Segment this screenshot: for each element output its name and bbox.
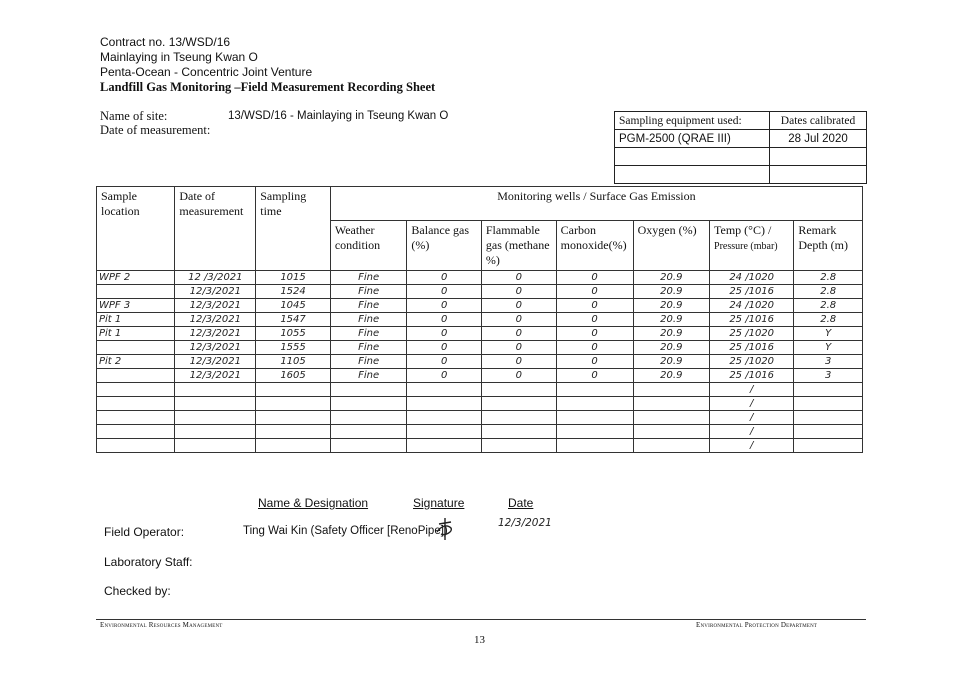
cell-location: Pit 2 <box>97 355 175 369</box>
measurement-table <box>96 186 863 453</box>
pressure-label: Pressure (mbar) <box>714 241 778 252</box>
cell-time <box>256 383 331 397</box>
site-name-value: 13/WSD/16 - Mainlaying in Tseung Kwan O <box>228 110 449 122</box>
cell-date: 12/3/2021 <box>175 285 256 299</box>
footer-rule <box>96 619 866 620</box>
col-header-time: Sampling time <box>256 187 331 271</box>
cell-remark: 2.8 <box>794 313 863 327</box>
cell-oxygen <box>633 383 709 397</box>
equipment-empty-cell <box>615 148 770 166</box>
cell-temp-pressure: / <box>710 439 794 453</box>
cell-location <box>97 341 175 355</box>
table-row <box>97 313 863 327</box>
col-header-weather: Weather condition <box>330 221 407 271</box>
cell-temp-pressure: 25 /1016 <box>710 341 794 355</box>
cell-carbon: 0 <box>556 341 633 355</box>
table-row <box>97 439 863 453</box>
cell-remark: 2.8 <box>794 299 863 313</box>
cell-temp-pressure: / <box>710 397 794 411</box>
cell-oxygen <box>633 397 709 411</box>
cell-weather <box>330 425 407 439</box>
cell-date: 12/3/2021 <box>175 369 256 383</box>
cell-carbon <box>556 411 633 425</box>
table-row <box>97 397 863 411</box>
cell-oxygen: 20.9 <box>633 327 709 341</box>
cell-carbon: 0 <box>556 369 633 383</box>
cell-weather <box>330 411 407 425</box>
col-header-remark: Remark Depth (m) <box>794 221 863 271</box>
cell-flammable <box>481 383 556 397</box>
cell-weather: Fine <box>330 369 407 383</box>
cell-time <box>256 439 331 453</box>
cell-oxygen: 20.9 <box>633 369 709 383</box>
cell-weather: Fine <box>330 355 407 369</box>
cell-weather: Fine <box>330 285 407 299</box>
cell-time: 1524 <box>256 285 331 299</box>
field-operator-label: Field Operator: <box>104 525 185 539</box>
site-name-label: Name of site: <box>100 109 168 123</box>
cell-temp-pressure: / <box>710 425 794 439</box>
equipment-empty-cell <box>770 166 867 184</box>
cell-location: Pit 1 <box>97 327 175 341</box>
sheet-title: Landfill Gas Monitoring –Field Measurement Recording Sheet <box>100 80 436 94</box>
cell-time: 1605 <box>256 369 331 383</box>
calibration-date: 28 Jul 2020 <box>770 130 867 148</box>
cell-date: 12/3/2021 <box>175 313 256 327</box>
col-header-temp-pressure <box>710 221 794 271</box>
cell-time: 1547 <box>256 313 331 327</box>
cell-weather <box>330 383 407 397</box>
cell-location <box>97 383 175 397</box>
cell-date: 12/3/2021 <box>175 355 256 369</box>
col-header-location: Sample location <box>97 187 175 271</box>
cell-temp-pressure: 24 /1020 <box>710 299 794 313</box>
table-row <box>97 341 863 355</box>
cell-location <box>97 397 175 411</box>
cell-balance: 0 <box>407 271 481 285</box>
cell-weather: Fine <box>330 271 407 285</box>
cell-weather <box>330 439 407 453</box>
table-row <box>97 327 863 341</box>
cell-carbon <box>556 397 633 411</box>
cell-balance: 0 <box>407 355 481 369</box>
equipment-name: PGM-2500 (QRAE III) <box>615 130 770 148</box>
signoff-name-header: Name & Designation <box>258 496 369 510</box>
cell-time: 1055 <box>256 327 331 341</box>
cell-location <box>97 369 175 383</box>
signature-mark <box>433 514 457 542</box>
cell-balance <box>407 383 481 397</box>
cell-flammable: 0 <box>481 313 556 327</box>
cell-flammable: 0 <box>481 327 556 341</box>
cell-date: 12/3/2021 <box>175 341 256 355</box>
col-header-flammable: Flammable gas (methane %) <box>481 221 556 271</box>
measurement-date-label: Date of measurement: <box>100 123 211 137</box>
contract-number: Contract no. 13/WSD/16 <box>100 35 231 49</box>
cell-oxygen: 20.9 <box>633 285 709 299</box>
cell-temp-pressure: 25 /1016 <box>710 285 794 299</box>
equipment-empty-cell <box>615 166 770 184</box>
cell-time: 1045 <box>256 299 331 313</box>
cell-temp-pressure: / <box>710 383 794 397</box>
cell-remark: 3 <box>794 369 863 383</box>
cell-weather: Fine <box>330 299 407 313</box>
cell-flammable: 0 <box>481 355 556 369</box>
cell-temp-pressure: 25 /1016 <box>710 313 794 327</box>
cell-date <box>175 383 256 397</box>
col-header-carbon: Carbon monoxide(%) <box>556 221 633 271</box>
cell-date: 12/3/2021 <box>175 299 256 313</box>
cell-time: 1015 <box>256 271 331 285</box>
cell-location: WPF 3 <box>97 299 175 313</box>
cell-temp-pressure: 24 /1020 <box>710 271 794 285</box>
cell-weather: Fine <box>330 341 407 355</box>
cell-balance: 0 <box>407 341 481 355</box>
cell-carbon: 0 <box>556 327 633 341</box>
cell-remark <box>794 439 863 453</box>
cell-carbon <box>556 383 633 397</box>
cell-remark: 2.8 <box>794 271 863 285</box>
cell-date <box>175 411 256 425</box>
page-number: 13 <box>474 634 485 646</box>
cell-remark: Y <box>794 327 863 341</box>
table-row <box>97 383 863 397</box>
table-row <box>97 425 863 439</box>
col-header-oxygen: Oxygen (%) <box>633 221 709 271</box>
cell-weather <box>330 397 407 411</box>
field-operator-name: Ting Wai Kin (Safety Officer [RenoPipe]) <box>243 525 448 537</box>
cell-time: 1555 <box>256 341 331 355</box>
equipment-empty-cell <box>770 148 867 166</box>
cell-temp-pressure: / <box>710 411 794 425</box>
cell-carbon: 0 <box>556 355 633 369</box>
cell-temp-pressure: 25 /1020 <box>710 355 794 369</box>
cell-location: WPF 2 <box>97 271 175 285</box>
cell-flammable <box>481 397 556 411</box>
cell-balance <box>407 411 481 425</box>
cell-time: 1105 <box>256 355 331 369</box>
cell-date: 12 /3/2021 <box>175 271 256 285</box>
cell-flammable: 0 <box>481 369 556 383</box>
cell-time <box>256 411 331 425</box>
footer-right: Environmental Protection Department <box>696 621 818 629</box>
equipment-header: Sampling equipment used: <box>615 112 770 130</box>
cell-flammable <box>481 411 556 425</box>
cell-oxygen: 20.9 <box>633 299 709 313</box>
cell-balance <box>407 397 481 411</box>
cell-remark <box>794 425 863 439</box>
joint-venture: Penta-Ocean - Concentric Joint Venture <box>100 65 313 79</box>
cell-oxygen: 20.9 <box>633 271 709 285</box>
table-row <box>97 411 863 425</box>
table-row <box>97 285 863 299</box>
cell-flammable <box>481 439 556 453</box>
footer-left: Environmental Resources Management <box>100 621 223 629</box>
signoff-date-header: Date <box>508 496 534 510</box>
cell-remark: Y <box>794 341 863 355</box>
cell-oxygen: 20.9 <box>633 355 709 369</box>
cell-remark: 2.8 <box>794 285 863 299</box>
cell-carbon: 0 <box>556 285 633 299</box>
cell-flammable <box>481 425 556 439</box>
cell-oxygen <box>633 411 709 425</box>
cell-carbon: 0 <box>556 313 633 327</box>
lab-staff-label: Laboratory Staff: <box>104 555 193 569</box>
cell-date <box>175 439 256 453</box>
cell-oxygen: 20.9 <box>633 313 709 327</box>
signoff-signature-header: Signature <box>413 496 465 510</box>
cell-location: Pit 1 <box>97 313 175 327</box>
project-name: Mainlaying in Tseung Kwan O <box>100 50 258 64</box>
cell-remark: 3 <box>794 355 863 369</box>
cell-carbon: 0 <box>556 299 633 313</box>
cell-carbon <box>556 439 633 453</box>
cell-balance: 0 <box>407 299 481 313</box>
cell-remark <box>794 411 863 425</box>
cell-date: 12/3/2021 <box>175 327 256 341</box>
temp-label: Temp (°C) / <box>714 223 772 237</box>
calibration-header: Dates calibrated <box>770 112 867 130</box>
table-row <box>97 369 863 383</box>
cell-location <box>97 439 175 453</box>
col-header-balance: Balance gas (%) <box>407 221 481 271</box>
cell-location <box>97 425 175 439</box>
col-header-monitoring-group: Monitoring wells / Surface Gas Emission <box>330 187 862 221</box>
col-header-date: Date of measurement <box>175 187 256 271</box>
cell-balance: 0 <box>407 327 481 341</box>
cell-balance: 0 <box>407 285 481 299</box>
cell-remark <box>794 383 863 397</box>
cell-balance <box>407 439 481 453</box>
cell-time <box>256 425 331 439</box>
checked-by-label: Checked by: <box>104 584 171 598</box>
equipment-table <box>614 111 867 184</box>
cell-weather: Fine <box>330 313 407 327</box>
cell-date <box>175 397 256 411</box>
cell-location <box>97 285 175 299</box>
cell-location <box>97 411 175 425</box>
table-row <box>97 299 863 313</box>
cell-oxygen <box>633 425 709 439</box>
cell-remark <box>794 397 863 411</box>
cell-flammable: 0 <box>481 341 556 355</box>
table-row <box>97 355 863 369</box>
cell-carbon: 0 <box>556 271 633 285</box>
cell-weather: Fine <box>330 327 407 341</box>
field-operator-date: 12/3/2021 <box>498 517 552 529</box>
cell-carbon <box>556 425 633 439</box>
cell-temp-pressure: 25 /1020 <box>710 327 794 341</box>
cell-flammable: 0 <box>481 271 556 285</box>
cell-flammable: 0 <box>481 285 556 299</box>
cell-date <box>175 425 256 439</box>
cell-flammable: 0 <box>481 299 556 313</box>
cell-temp-pressure: 25 /1016 <box>710 369 794 383</box>
cell-oxygen: 20.9 <box>633 341 709 355</box>
cell-balance: 0 <box>407 369 481 383</box>
cell-balance: 0 <box>407 313 481 327</box>
cell-time <box>256 397 331 411</box>
cell-oxygen <box>633 439 709 453</box>
table-row <box>97 271 863 285</box>
cell-balance <box>407 425 481 439</box>
